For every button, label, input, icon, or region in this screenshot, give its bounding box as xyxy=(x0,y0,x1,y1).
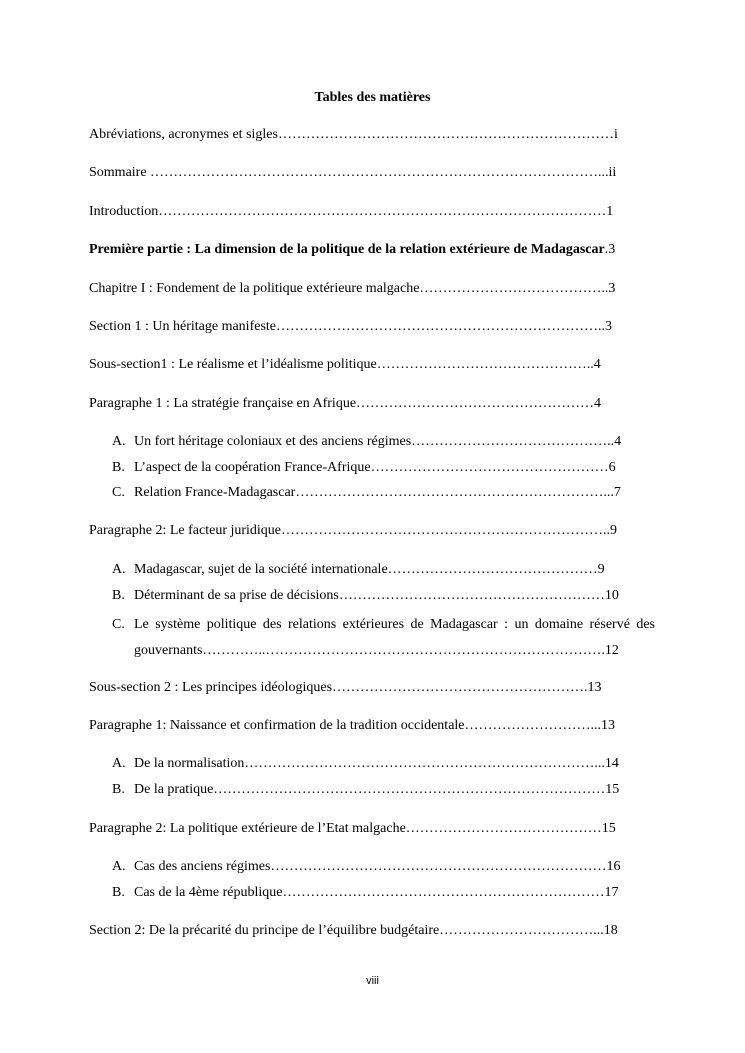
toc-entry: Introduction……………………………………………………………………………………1 xyxy=(89,204,614,219)
toc-entry: Abréviations, acronymes et sigles………………………………………………………………i xyxy=(89,127,618,142)
toc-subentry: A. De la normalisation…………………………………………………………………...14 xyxy=(112,756,619,771)
toc-subentry: B. Cas de la 4ème république……………………………………………………………17 xyxy=(112,885,619,900)
toc-subentry-wrapped: C. Le système politique des relations extérieures de Madagascar : un domaine réservé des gouvernants…………..……………………………………………………………….12 xyxy=(112,617,655,658)
page-number: viii xyxy=(366,975,379,987)
toc-entry: Sous-section 2 : Les principes idéologiques……………………………………………….13 xyxy=(89,680,602,695)
page-title: Tables des matières xyxy=(314,90,431,105)
toc-subentry: A. Cas des anciens régimes………………………………………………………………16 xyxy=(112,859,621,874)
toc-subentry: B. De la pratique…………………………………………………………………………15 xyxy=(112,782,620,797)
toc-entry: Sommaire ……………………………………………………………………………………...ii xyxy=(89,165,617,180)
toc-entry: Section 2: De la précarité du principe de l’équilibre budgétaire……………………………...18 xyxy=(89,923,618,938)
toc-subentry: A. Madagascar, sujet de la société internationale………………………………………9 xyxy=(112,562,605,577)
toc-subentry: C. Relation France-Madagascar…………………………………………………………...7 xyxy=(112,485,621,500)
toc-entry: Section 1 : Un héritage manifeste……………………………………………………………..3 xyxy=(89,319,612,334)
toc-entry: Paragraphe 2: Le facteur juridique……………………………………………………………..9 xyxy=(89,523,618,538)
toc-entry: Paragraphe 1 : La stratégie française en Afrique……………………………………………4 xyxy=(89,396,602,411)
toc-entry: Sous-section1 : Le réalisme et l’idéalisme politique………………………………………..4 xyxy=(89,357,601,372)
toc-entry-part: Première partie : La dimension de la politique de la relation extérieure de Madagascar.3 xyxy=(89,242,616,257)
toc-subentry: A. Un fort héritage coloniaux et des anciens régimes……………………………………..4 xyxy=(112,434,622,449)
toc-entry: Paragraphe 1: Naissance et confirmation de la tradition occidentale………………………...13 xyxy=(89,718,616,733)
toc-entry: Chapitre I : Fondement de la politique extérieure malgache…………………………………..3 xyxy=(89,281,616,296)
toc-subentry: B. L’aspect de la coopération France-Afrique……………………………………………6 xyxy=(112,460,616,475)
toc-subentry: B. Déterminant de sa prise de décisions…………………………………………………10 xyxy=(112,588,619,603)
toc-entry: Paragraphe 2: La politique extérieure de l’Etat malgache……………………………………15 xyxy=(89,821,616,836)
